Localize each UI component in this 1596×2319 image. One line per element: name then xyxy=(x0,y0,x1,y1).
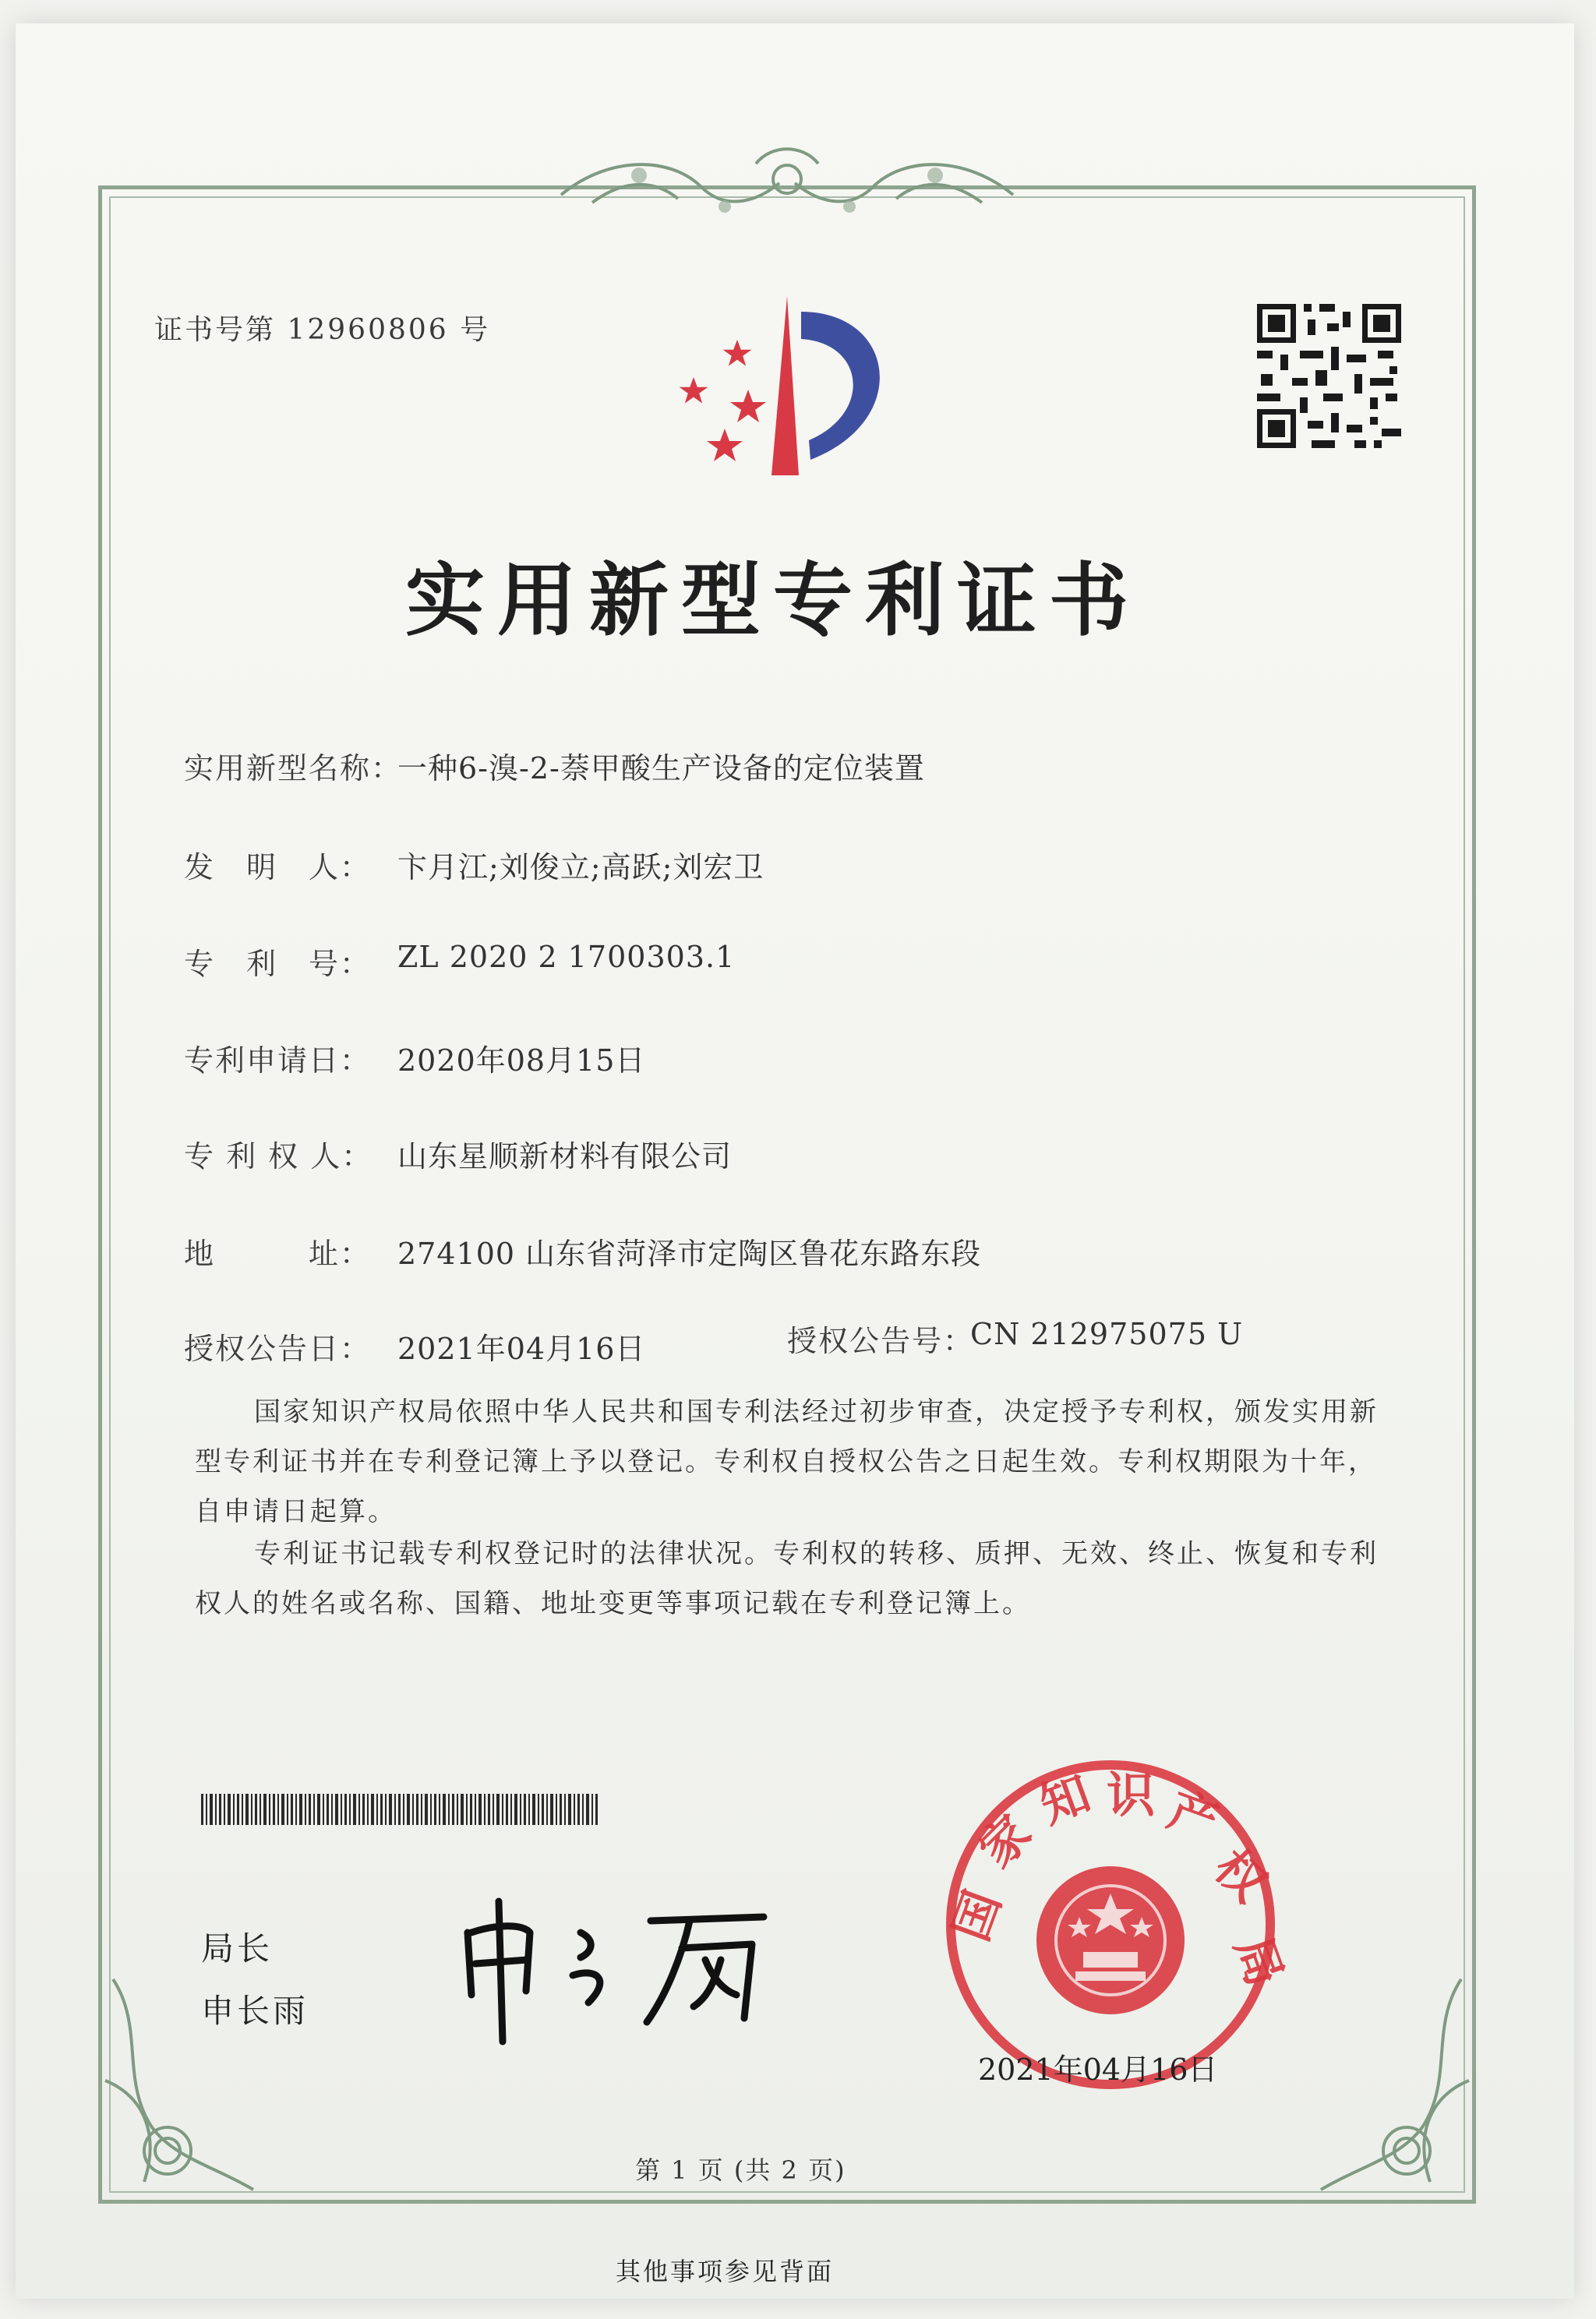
field-label-inventor: 发 明 人： xyxy=(184,850,372,884)
svg-text:知: 知 xyxy=(1033,1764,1098,1835)
patent-office-logo xyxy=(662,296,912,483)
director-name: 申长雨 xyxy=(201,1992,309,2030)
field-label-address: 地 址： xyxy=(184,1237,372,1271)
page-number: 第 1 页 (共 2 页) xyxy=(635,2155,846,2185)
svg-text:国: 国 xyxy=(941,1883,1012,1949)
svg-text:家: 家 xyxy=(967,1804,1043,1879)
bottom-right-corner-ornament xyxy=(1298,1964,1477,2213)
field-value-address: 274100 山东省菏泽市定陶区鲁花东路东段 xyxy=(397,1237,982,1271)
certificate-number-suffix: 号 xyxy=(460,314,491,346)
field-value-patent-no: ZL 2020 2 1700303.1 xyxy=(397,940,736,974)
field-value-grant-date: 2021年04月16日 xyxy=(397,1332,646,1366)
field-label-announcement-no: 授权公告号： xyxy=(787,1324,975,1358)
field-value-name: 一种6-溴-2-萘甲酸生产设备的定位装置 xyxy=(397,751,925,785)
qr-code xyxy=(1253,300,1405,452)
certificate-number-value: 12960806 xyxy=(287,314,449,346)
field-label-patent-no: 专 利 号： xyxy=(184,947,372,981)
seal-date: 2021年04月16日 xyxy=(978,2053,1218,2087)
handwritten-signature xyxy=(456,1886,799,2049)
top-ornament xyxy=(546,140,1029,226)
field-value-patentee: 山东星顺新材料有限公司 xyxy=(397,1139,733,1174)
svg-text:识: 识 xyxy=(1107,1767,1156,1823)
barcode xyxy=(201,1794,598,1825)
legal-paragraph-1: 国家知识产权局依照中华人民共和国专利法经过初步审查，决定授予专利权，颁发实用新型专利证书并在专利登记簿上予以登记。专利权自授权公告之日起生效。专利权期限为十年，自申请日起算。 xyxy=(195,1396,1379,1527)
field-label-filing-date: 专利申请日： xyxy=(184,1043,372,1078)
field-value-inventor: 卞月江;刘俊立;高跃;刘宏卫 xyxy=(397,850,764,884)
svg-text:权: 权 xyxy=(1203,1837,1278,1913)
field-label-grant-date: 授权公告日： xyxy=(184,1332,372,1366)
certificate-number-label: 证书号第 xyxy=(154,314,277,346)
official-seal xyxy=(939,1753,1294,2096)
director-title: 局长 xyxy=(201,1929,274,1968)
svg-text:局: 局 xyxy=(1223,1929,1294,1994)
field-value-filing-date: 2020年08月15日 xyxy=(397,1043,646,1078)
field-label-name: 实用新型名称： xyxy=(184,751,403,785)
field-value-announcement-no: CN 212975075 U xyxy=(970,1317,1244,1351)
certificate-title: 实用新型专利证书 xyxy=(405,555,1141,648)
field-label-patentee: 专 利 权 人： xyxy=(184,1139,373,1174)
back-note: 其他事项参见背面 xyxy=(616,2257,835,2286)
svg-text:产: 产 xyxy=(1160,1781,1227,1851)
certificate-number xyxy=(154,308,490,348)
legal-paragraph-2: 专利证书记载专利权登记时的法律状况。专利权的转移、质押、无效、终止、恢复和专利权人的姓名或名称、国籍、地址变更等事项记载在专利登记簿上。 xyxy=(195,1538,1379,1619)
